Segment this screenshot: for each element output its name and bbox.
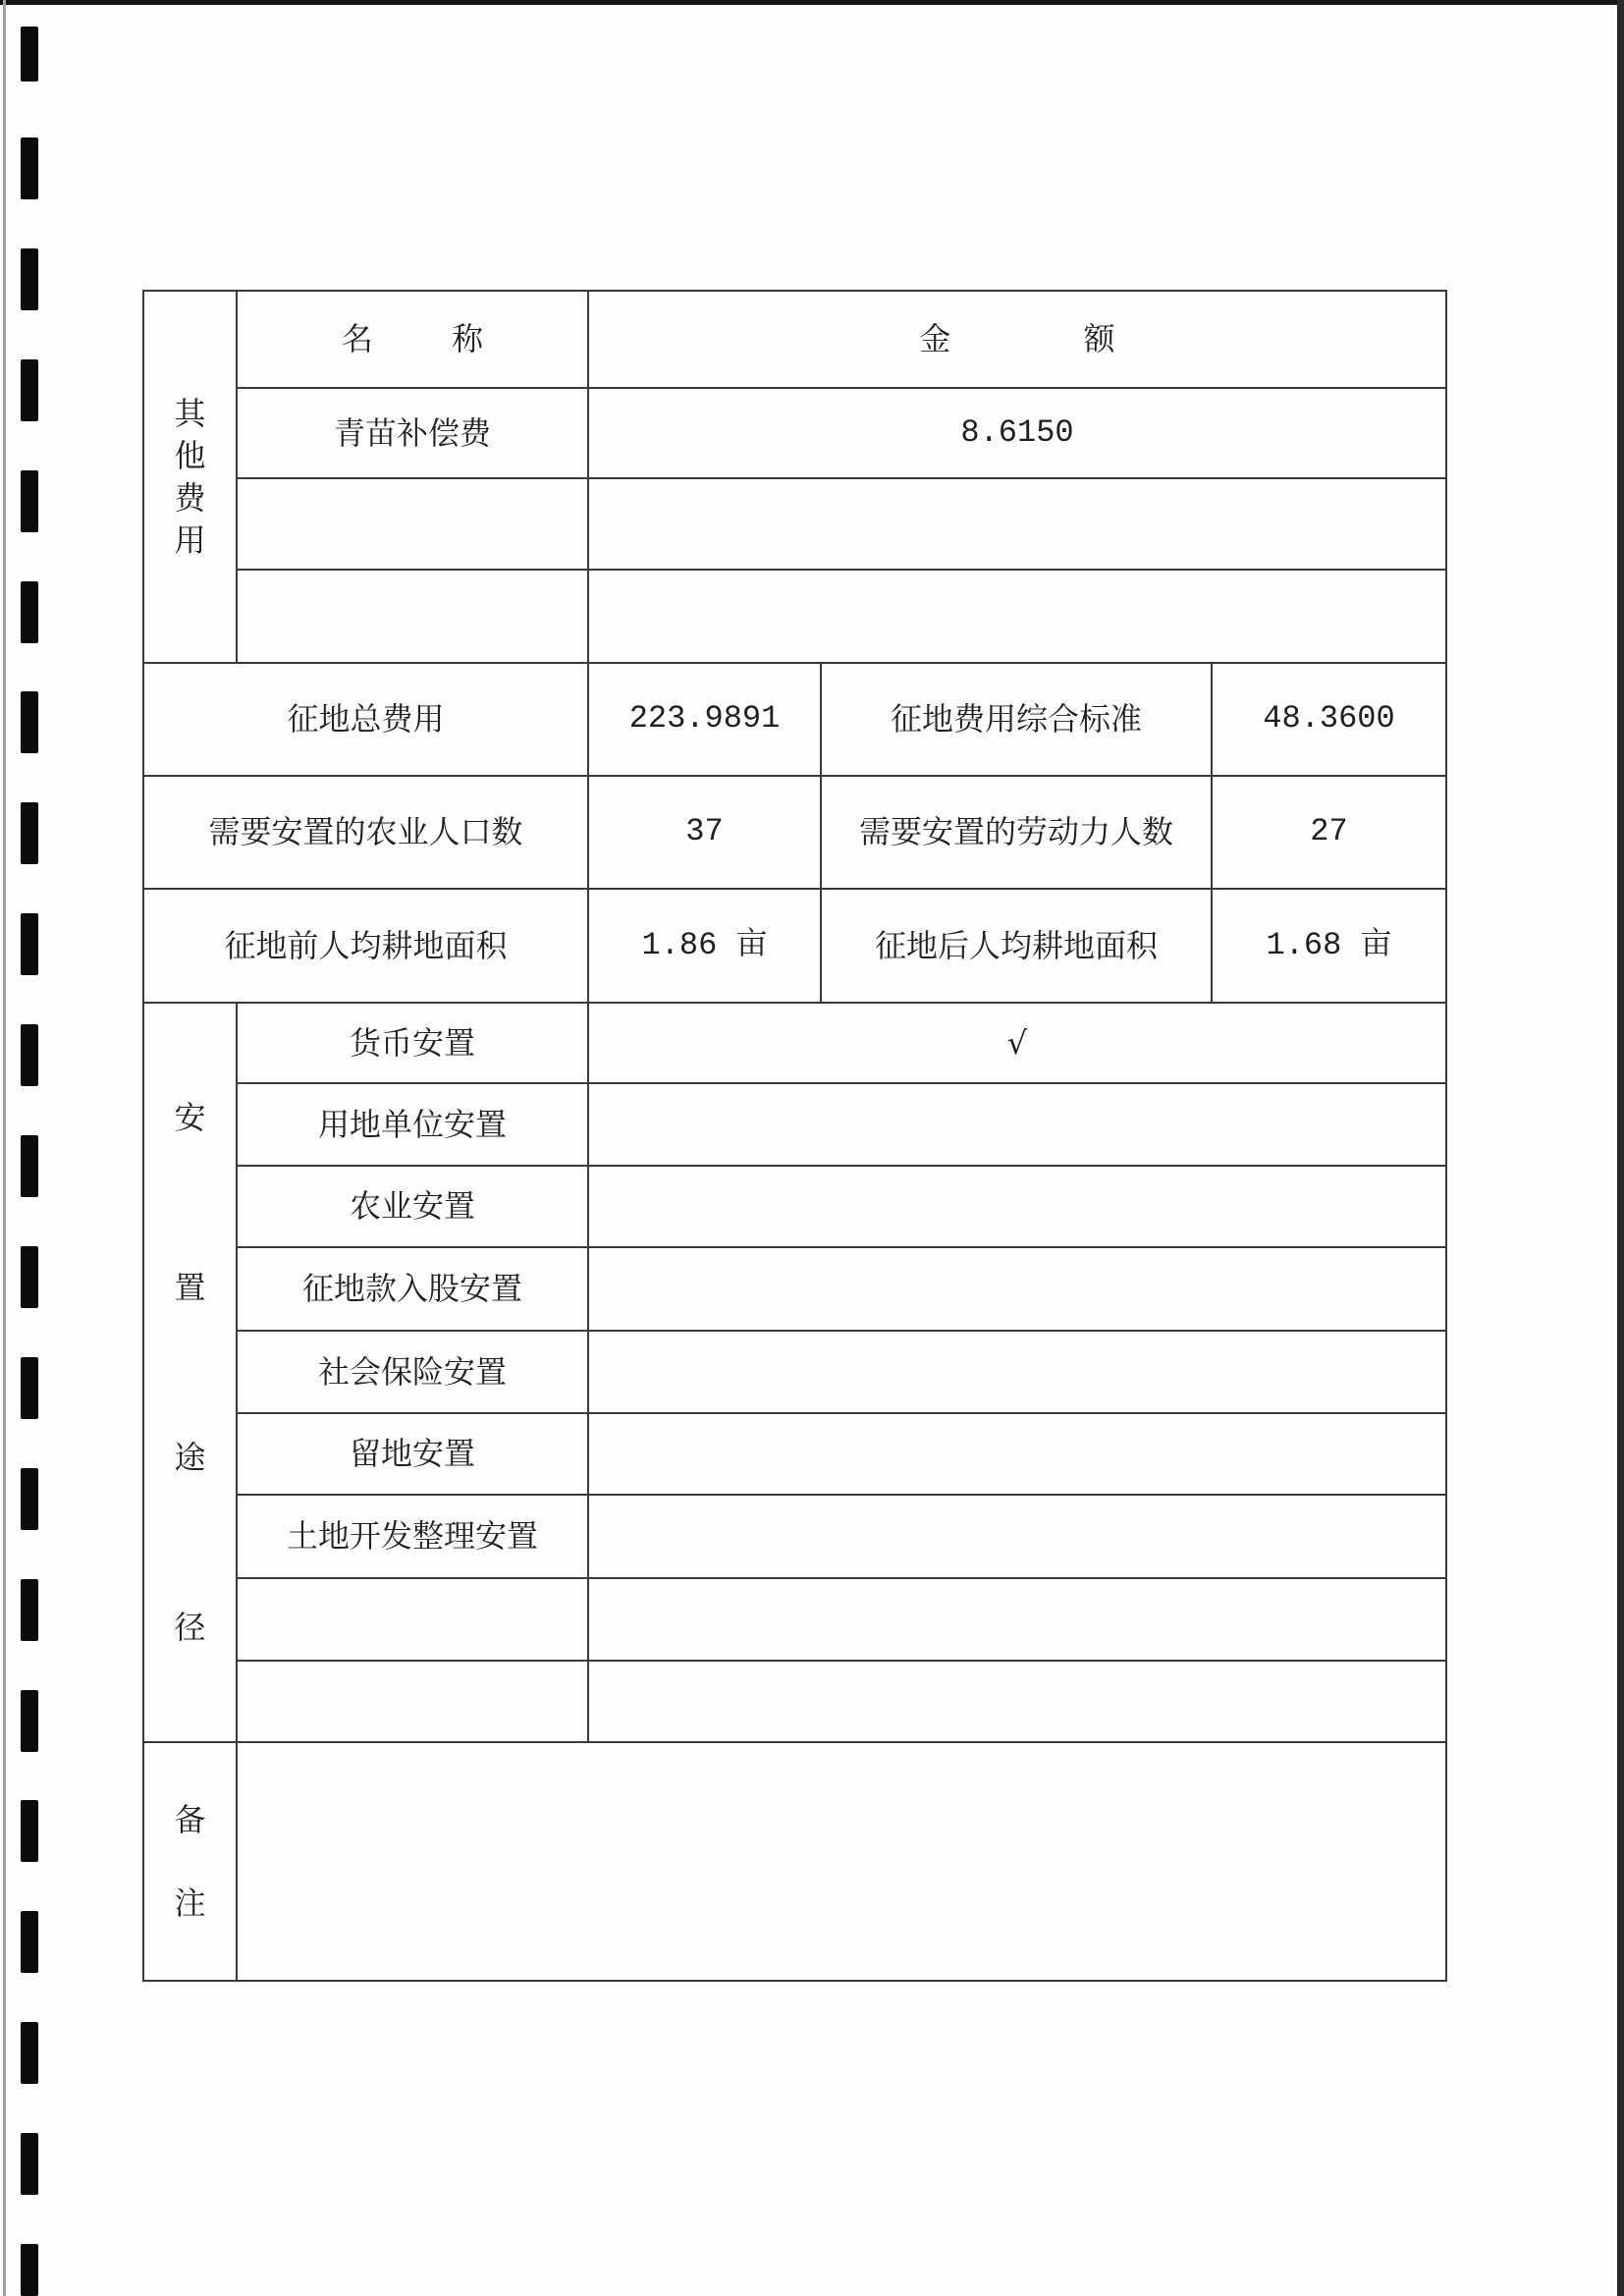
scan-top-edge [0,0,1624,5]
binding-hole [21,691,38,753]
resettlement-method [237,1578,588,1661]
binding-hole [21,1800,38,1862]
summary-value: 1.68 亩 [1212,889,1446,1003]
other-fee-amount [588,570,1446,663]
binding-hole [21,913,38,975]
resettlement-row [143,1166,1446,1247]
binding-hole [21,2133,38,2195]
name-header-label: 名 称 [341,320,484,358]
resettlement-method: 农业安置 [237,1166,588,1247]
resettlement-method: 留地安置 [237,1413,588,1495]
other-fee-amount: 8.6150 [588,388,1446,478]
other-fee-row [143,570,1446,663]
resettlement-row [143,1247,1446,1331]
remarks-row [143,1742,1446,1981]
summary-value: 1.86 亩 [588,889,821,1003]
binding-hole [21,802,38,864]
resettlement-mark [588,1247,1446,1331]
resettlement-mark [588,1331,1446,1413]
resettlement-row [143,1578,1446,1661]
other-fee-name [237,570,588,663]
land-acquisition-form-table [142,290,1447,1982]
binding-hole [21,1024,38,1086]
binding-hole [21,1135,38,1197]
summary-value: 223.9891 [588,663,821,776]
other-fee-row [143,388,1446,478]
resettlement-method: 征地款入股安置 [237,1247,588,1331]
other-fee-name: 青苗补偿费 [237,388,588,478]
binding-hole [21,2244,38,2296]
binding-hole [21,1468,38,1530]
summary-row [143,889,1446,1003]
summary-value: 27 [1212,776,1446,889]
resettlement-row [143,1083,1446,1166]
resettlement-row [143,1661,1446,1742]
other-fee-name [237,478,588,570]
check-mark-icon: √ [588,1003,1446,1083]
remarks-label: 备注 [174,1800,206,1922]
resettlement-section-label: 安置途径 [174,1098,206,1646]
resettlement-row [143,1003,1446,1083]
binding-hole [21,248,38,310]
resettlement-method: 土地开发整理安置 [237,1495,588,1578]
scan-left-edge [3,0,6,2296]
amount-header-label: 金 额 [919,320,1115,358]
binding-hole [21,2022,38,2084]
resettlement-mark [588,1413,1446,1495]
resettlement-row [143,1413,1446,1495]
binding-hole [21,1690,38,1752]
binding-hole [21,1246,38,1308]
amount-column-header [588,291,1446,388]
resettlement-method: 社会保险安置 [237,1331,588,1413]
resettlement-mark [588,1578,1446,1661]
resettlement-section-cell [143,1003,237,1742]
binding-hole [21,27,38,82]
remarks-content [237,1742,1446,1981]
summary-value: 48.3600 [1212,663,1446,776]
resettlement-mark [588,1495,1446,1578]
binding-hole [21,1357,38,1419]
resettlement-row [143,1331,1446,1413]
resettlement-mark [588,1083,1446,1166]
other-fees-header-row [143,291,1446,388]
name-column-header [237,291,588,388]
scan-right-edge [1617,0,1624,2296]
resettlement-mark [588,1166,1446,1247]
summary-value: 37 [588,776,821,889]
other-fee-row [143,478,1446,570]
other-fee-amount [588,478,1446,570]
binding-hole [21,581,38,643]
resettlement-mark [588,1661,1446,1742]
other-fees-section-cell [143,291,237,663]
resettlement-method: 用地单位安置 [237,1083,588,1166]
summary-label: 征地费用综合标准 [821,663,1212,776]
summary-label: 征地后人均耕地面积 [821,889,1212,1003]
resettlement-method: 货币安置 [237,1003,588,1083]
binding-hole [21,359,38,421]
summary-label: 需要安置的劳动力人数 [821,776,1212,889]
binding-hole [21,470,38,532]
binding-hole [21,1579,38,1641]
binding-hole [21,137,38,199]
resettlement-row [143,1495,1446,1578]
summary-label: 需要安置的农业人口数 [143,776,588,889]
other-fees-section-label: 其他费用 [174,394,206,559]
summary-row [143,776,1446,889]
binding-hole [21,1911,38,1973]
summary-row [143,663,1446,776]
summary-label: 征地前人均耕地面积 [143,889,588,1003]
resettlement-method [237,1661,588,1742]
remarks-label-cell [143,1742,237,1981]
summary-label: 征地总费用 [143,663,588,776]
